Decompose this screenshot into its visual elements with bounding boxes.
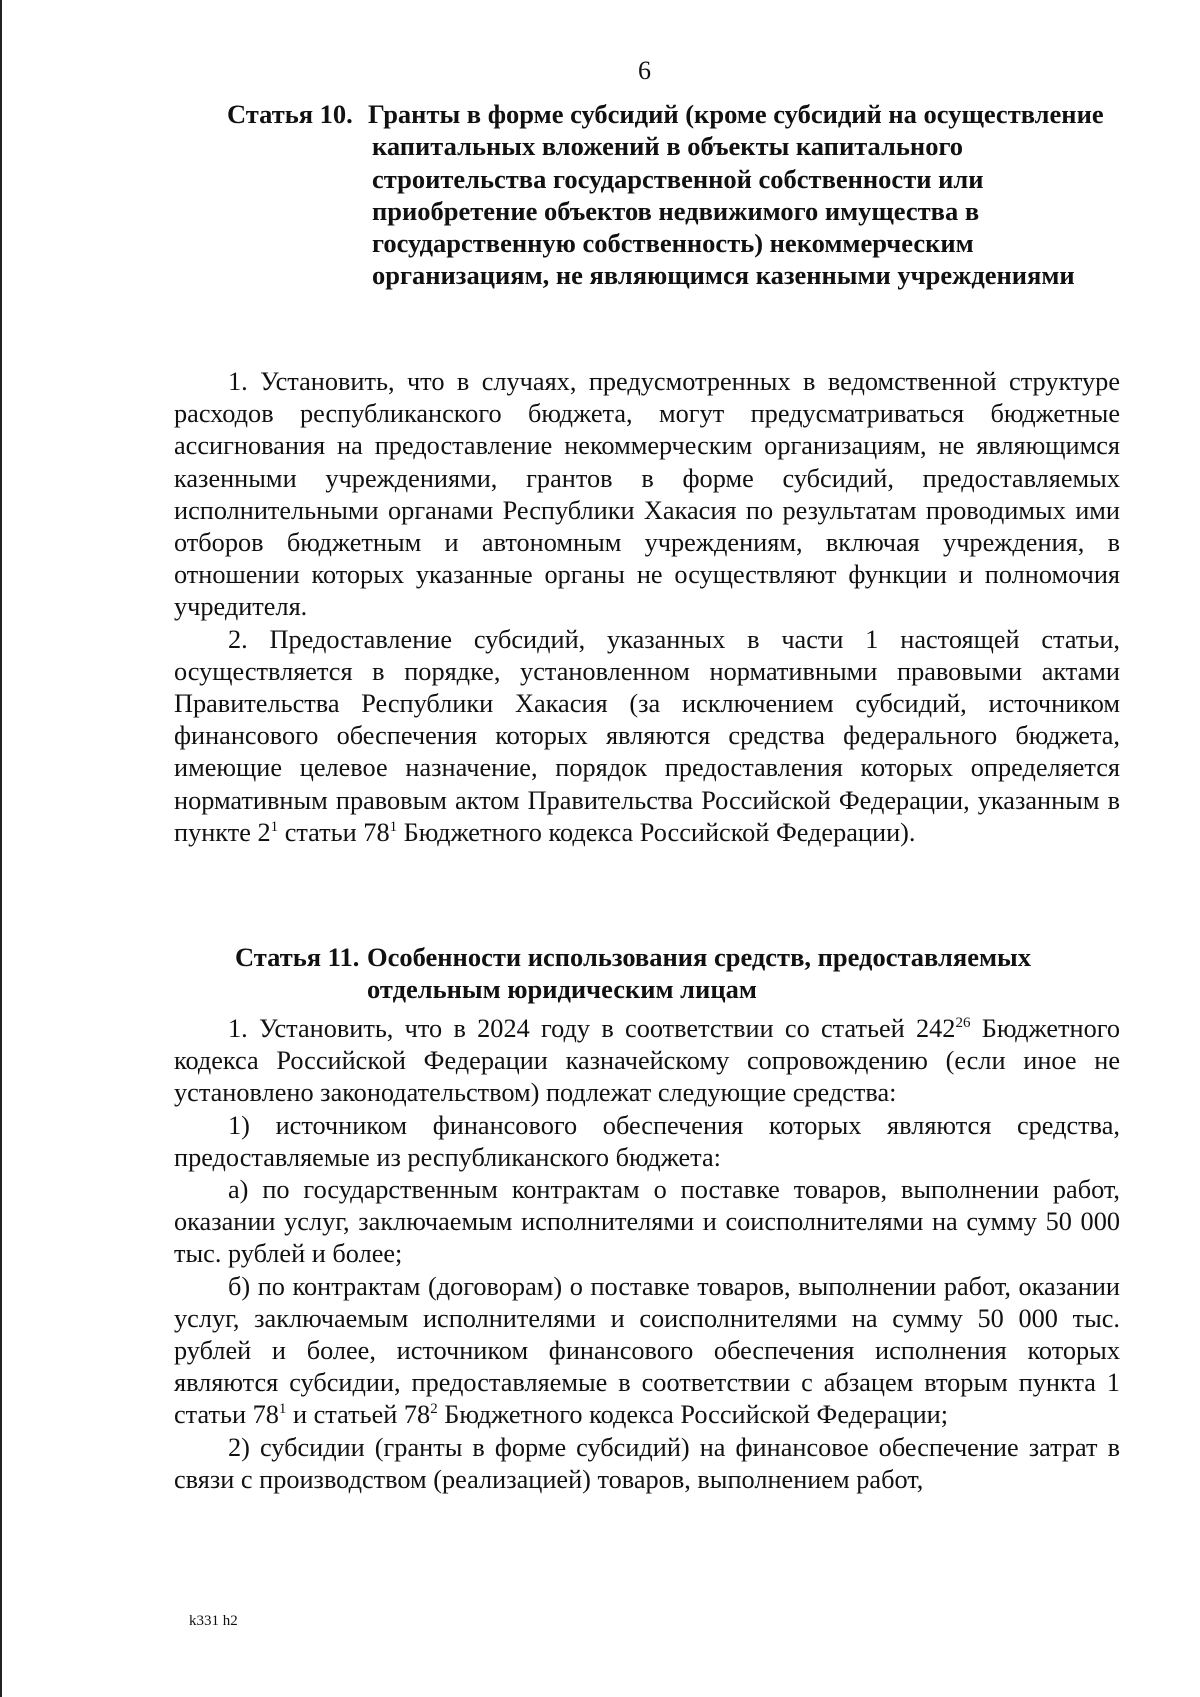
superscript: 1 [270,819,279,836]
article-11-paragraph-2: 1) источником финансового обеспечения которых являются средства, предоставляемые из республиканского бюджета: [174,1110,1120,1172]
superscript: 2 [430,1401,438,1418]
article-11-heading [235,941,1115,1006]
page-number: 6 [638,56,651,85]
footer-code: k331 h2 [189,1613,238,1629]
article-10-title: Гранты в форме субсидий (кроме субсидий на осуществление капитальных вложений в объекты капитального строительства государственной собственности или приобретение объектов недвижимого имущества в государственную собственность) некоммерческим организациям, не являющимся казенными учреждениями [368,99,1104,291]
article-10-paragraph-2: 2. Предоставление субсидий, указанных в части 1 настоящей статьи, осуществляется в порядке, установленном нормативными правовыми актами Правительства Республики Хакасия (за исключением субсидий, источником финансового обеспечения которых являются средства федерального бюджета, имеющие целевое назначение, порядок предоставления которых определяется нормативным правовым актом Правительства Российской Федерации, указанным в пункте $2^1$ статьи $78^1$ Бюджетного кодекса Российской Федерации). [174,624,1120,847]
article-11-title: Особенности использования средств, предоставляемых отдельным юридическим лицам [367,942,1031,1005]
article-11-paragraph-1: 1. Установить, что в 2024 году в соответствии со статьей $242^{26}$ Бюджетного кодекса Российской Федерации казначейскому сопровождению (если иное не установлено законодательством) подлежат следующие средства: [174,1014,1120,1108]
superscript: 1 [278,1401,287,1418]
article-11-body [174,1013,1120,1496]
article-11-label: Статья 11. [235,942,360,972]
article-11-paragraph-3: а) по государственным контрактам о поставке товаров, выполнении работ, оказании услуг, заключаемым исполнителями и соисполнителями на сумму 50 000 тыс. рублей и более; [174,1175,1120,1269]
article-10-paragraph-1: 1. Установить, что в случаях, предусмотренных в ведомственной структуре расходов республиканского бюджета, могут предусматриваться бюджетные ассигнования на предоставление некоммерческим организациям, не являющимся казенными учреждениями, грантов в форме субсидий, предоставляемых исполнительными органами Республики Хакасия по результатам проводимых ими отборов бюджетным и автономным учреждениям, включая учреждения, в отношении которых указанные органы не осуществляют функции и полномочия учредителя. [174,367,1120,622]
article-11-paragraph-4: б) по контрактам (договорам) о поставке товаров, выполнении работ, оказании услуг, заключаемым исполнителями и соисполнителями на сумму 50 000 тыс. рублей и более, источником финансового обеспечения исполнения которых являются субсидии, предоставляемые в соответствии с абзацем вторым пункта 1 статьи $78^1$ и статьей $78^2$ Бюджетного кодекса Российской Федерации; [174,1271,1120,1430]
article-10-body [174,366,1120,849]
superscript: 1 [389,819,398,836]
article-10-label: Статья 10. [227,99,353,129]
article-10-heading [227,98,1127,292]
superscript: 26 [955,1015,971,1032]
article-11-paragraph-5: 2) субсидии (гранты в форме субсидий) на финансовое обеспечение затрат в связи с производством (реализацией) товаров, выполнением работ, [174,1432,1120,1494]
